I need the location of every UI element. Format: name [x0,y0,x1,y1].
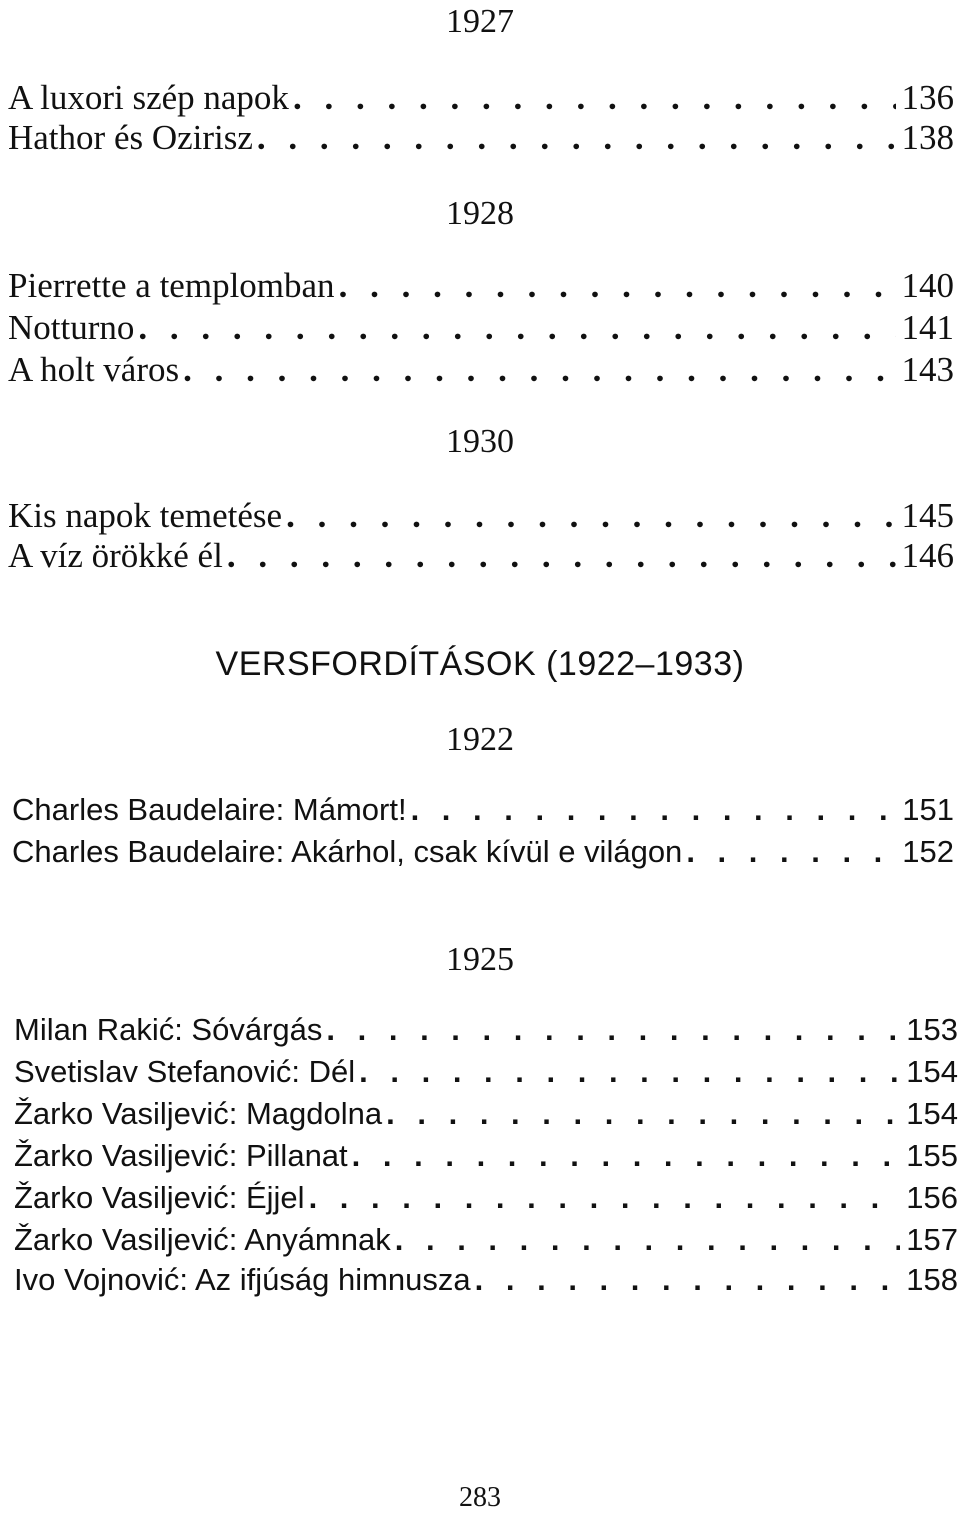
entry-page: 154 [906,1054,958,1089]
entry-page: 158 [906,1262,958,1297]
entry-title: Ivo Vojnović: Az ifjúság himnusza [14,1262,471,1297]
dot-leader [411,790,897,830]
toc-entry[interactable] [14,1136,958,1176]
toc-entry[interactable] [12,790,954,830]
dot-leader [352,1136,901,1176]
toc-entry[interactable] [14,1178,958,1218]
entry-title: Žarko Vasiljević: Éjjel [14,1180,305,1215]
year-heading-1930: 1930 [446,423,514,460]
entry-title: Hathor és Ozirisz [8,118,253,157]
toc-entry[interactable] [8,350,954,390]
dot-leader [395,1220,901,1260]
dot-leader [257,118,896,158]
entry-title: Pierrette a templomban [8,266,335,305]
year-heading-1928: 1928 [446,195,514,232]
entry-page: 153 [906,1012,958,1047]
page-number: 283 [459,1482,501,1513]
entry-page: 140 [901,266,954,305]
section-title-versforditasok: VERSFORDÍTÁSOK (1922–1933) [215,645,745,683]
toc-entry[interactable] [14,1220,958,1260]
toc-entry[interactable] [8,308,954,348]
toc-entry[interactable] [14,1010,958,1050]
dot-leader [475,1260,901,1300]
entry-page: 157 [906,1222,958,1257]
dot-leader [386,1094,900,1134]
entry-page: 143 [901,350,954,389]
toc-entry[interactable] [8,118,954,158]
dot-leader [286,496,895,536]
entry-page: 146 [901,536,954,575]
toc-entry[interactable] [14,1094,958,1134]
entry-page: 156 [906,1180,958,1215]
dot-leader [138,308,895,348]
entry-title: A holt város [8,350,180,389]
toc-entry[interactable] [8,496,954,536]
year-heading-1925: 1925 [446,941,514,978]
dot-leader [339,266,896,306]
year-heading-1927: 1927 [446,3,514,40]
dot-leader [227,536,896,576]
entry-page: 141 [901,308,954,347]
entry-title: Charles Baudelaire: Mámort! [12,792,407,827]
entry-title: Notturno [8,308,135,347]
entry-title: Žarko Vasiljević: Pillanat [14,1138,348,1173]
toc-entry[interactable] [14,1260,958,1300]
toc-entry[interactable] [8,78,954,118]
entry-title: Milan Rakić: Sóvárgás [14,1012,323,1047]
entry-title: Žarko Vasiljević: Anyámnak [14,1222,391,1257]
entry-title: Svetislav Stefanović: Dél [14,1054,356,1089]
dot-leader [686,832,896,872]
entry-page: 154 [906,1096,958,1131]
entry-page: 151 [902,792,954,827]
dot-leader [183,350,895,390]
entry-title: A víz örökké él [8,536,223,575]
entry-title: Žarko Vasiljević: Magdolna [14,1096,383,1131]
entry-page: 145 [901,496,954,535]
entry-page: 152 [902,834,954,869]
entry-title: Kis napok temetése [8,496,283,535]
toc-entry[interactable] [14,1052,958,1092]
dot-leader [326,1010,900,1050]
dot-leader [309,1178,901,1218]
year-heading-1922: 1922 [446,721,514,758]
entry-page: 138 [901,118,954,157]
toc-entry[interactable] [12,832,954,872]
entry-page: 155 [906,1138,958,1173]
dot-leader [359,1052,900,1092]
entry-title: Charles Baudelaire: Akárhol, csak kívül e világon [12,834,683,869]
dot-leader [293,78,896,118]
toc-entry[interactable] [8,536,954,576]
entry-page: 136 [901,78,954,117]
entry-title: A luxori szép napok [8,78,289,117]
toc-entry[interactable] [8,266,954,306]
